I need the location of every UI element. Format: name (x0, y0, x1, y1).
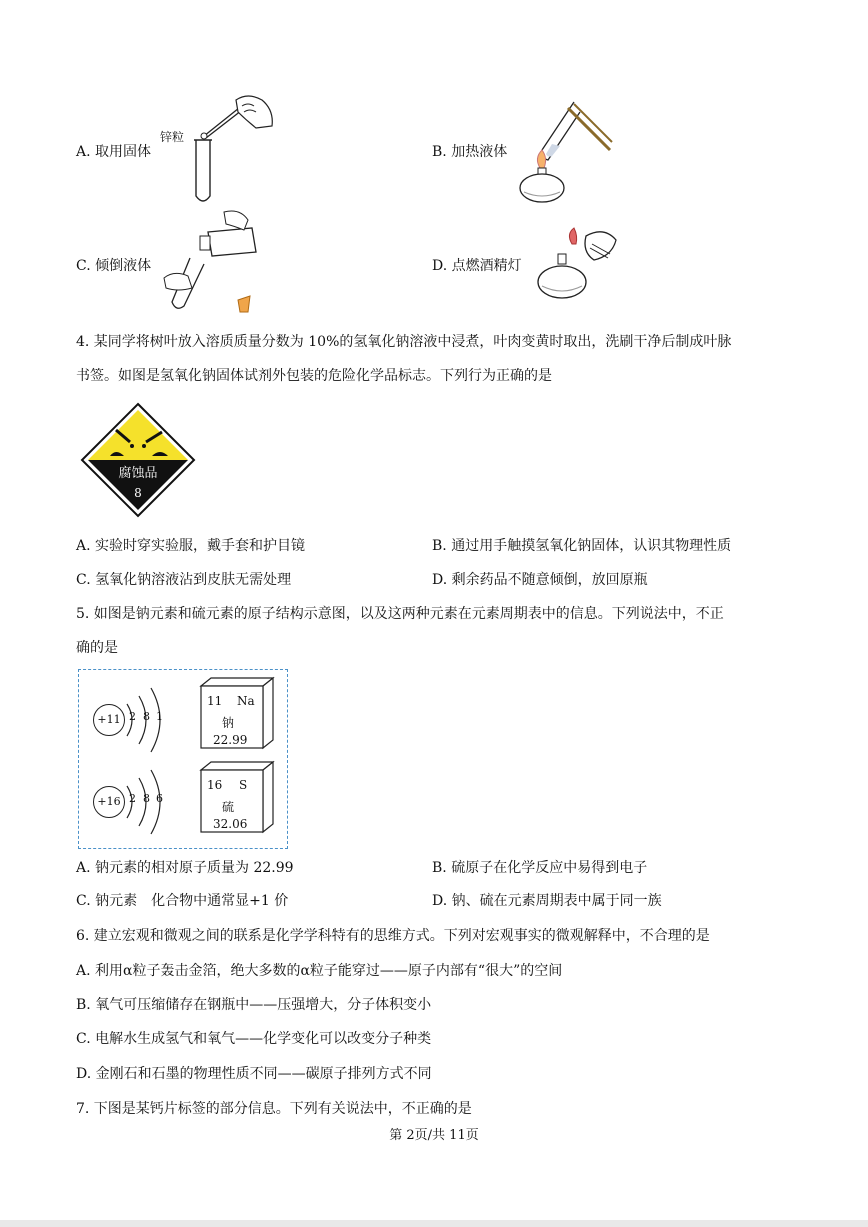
q5-option-a: A. 钠元素的相对原子质量为 22.99 (76, 860, 294, 876)
pour-liquid-figure (164, 208, 268, 320)
na-nucleus: +11 (93, 704, 125, 736)
q5-option-b: B. 硫原子在化学反应中易得到电子 (432, 860, 648, 876)
atom-structure-figure (78, 669, 288, 849)
light-lamp-figure (532, 224, 622, 308)
q4-option-a: A. 实验时穿实验服，戴手套和护目镜 (76, 538, 306, 554)
corrosive-sign-number: 8 (134, 486, 142, 500)
na-shell-2: 8 (143, 710, 150, 723)
na-name: 钠 (222, 716, 235, 730)
na-symbol: Na (237, 694, 255, 708)
corrosive-sign-label: 腐蚀品 (118, 466, 158, 481)
na-mass: 22.99 (213, 733, 248, 747)
q4-option-b: B. 通过用手触摸氢氧化钠固体，认识其物理性质 (432, 538, 732, 554)
s-mass: 32.06 (213, 817, 248, 831)
q6-option-b: B. 氧气可压缩储存在钢瓶中——压强增大，分子体积变小 (76, 997, 432, 1013)
zinc-label: 锌粒 (160, 130, 185, 144)
q6-stem: 6. 建立宏观和微观之间的联系是化学学科特有的思维方式。下列对宏观事实的微观解释中，不合理的是 (76, 928, 710, 944)
q6-option-a: A. 利用α粒子轰击金箔，绝大多数的α粒子能穿过——原子内部有“很大”的空间 (76, 963, 563, 979)
s-name: 硫 (222, 800, 235, 814)
q6-option-d: D. 金刚石和石墨的物理性质不同——碳原子排列方式不同 (76, 1066, 432, 1082)
s-shell-3: 6 (156, 792, 163, 805)
corrosive-hazard-sign (80, 402, 196, 518)
q6-option-c: C. 电解水生成氢气和氧气——化学变化可以改变分子种类 (76, 1031, 432, 1047)
na-shell-1: 2 (129, 710, 136, 723)
heat-liquid-figure (514, 96, 614, 208)
s-shell-2: 8 (143, 792, 150, 805)
s-nucleus: +16 (93, 786, 125, 818)
na-shell-3: 1 (156, 710, 163, 723)
s-symbol: S (239, 778, 248, 792)
q5-stem-line2: 确的是 (76, 640, 118, 656)
q3-option-d: D. 点燃酒精灯 (432, 258, 522, 274)
q4-option-d: D. 剩余药品不随意倾倒，放回原瓶 (432, 572, 648, 588)
q4-stem-line1: 4. 某同学将树叶放入溶质质量分数为 10%的氢氧化钠溶液中浸煮，叶肉变黄时取出，洗刷干净后制成叶脉 (76, 334, 732, 350)
q3-option-a: A. 取用固体 (76, 144, 152, 160)
q4-option-c: C. 氢氧化钠溶液沾到皮肤无需处理 (76, 572, 292, 588)
q7-stem: 7. 下图是某钙片标签的部分信息。下列有关说法中，不正确的是 (76, 1101, 472, 1117)
s-shell-1: 2 (129, 792, 136, 805)
q4-stem-line2: 书签。如图是氢氧化钠固体试剂外包装的危险化学品标志。下列行为正确的是 (76, 368, 552, 384)
q5-option-c: C. 钠元素 化合物中通常显+1 价 (76, 893, 289, 909)
page-footer: 第 2页/共 11页 (389, 1128, 479, 1143)
corrosive-sign-icon (80, 402, 196, 518)
s-atomic-number: 16 (207, 778, 223, 792)
na-atomic-number: 11 (207, 694, 223, 708)
q5-option-d: D. 钠、硫在元素周期表中属于同一族 (432, 893, 662, 909)
q3-option-b: B. 加热液体 (432, 144, 508, 160)
q3-option-c: C. 倾倒液体 (76, 258, 152, 274)
page-bottom-bar (0, 1220, 868, 1227)
take-solid-figure (186, 92, 278, 208)
q5-stem-line1: 5. 如图是钠元素和硫元素的原子结构示意图，以及这两种元素在元素周期表中的信息。下列说法中，不正 (76, 606, 724, 622)
